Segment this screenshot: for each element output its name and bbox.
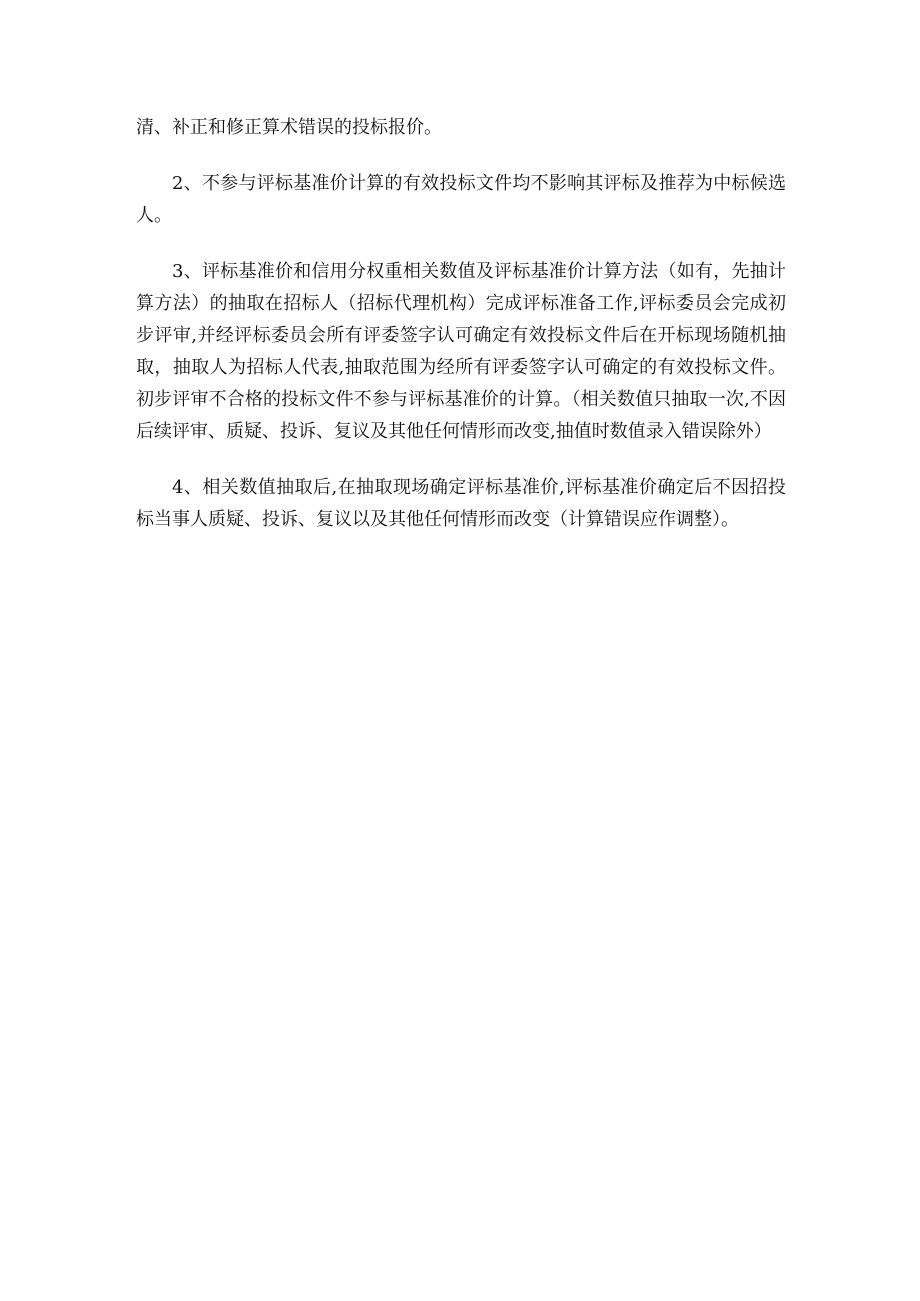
document-body xyxy=(136,112,786,560)
paragraph-item-3: 3、评标基准价和信用分权重相关数值及评标基准价计算方法（如有，先抽计算方法）的抽取在招标人（招标代理机构）完成评标准备工作,评标委员会完成初步评审,并经评标委员会所有评委签字认可确定有效投标文件后在开标现场随机抽取，抽取人为招标人代表,抽取范围为经所有评委签字认可确定的有效投标文件。初步评审不合格的投标文件不参与评标基准价的计算。（相关数值只抽取一次,不因后续评审、质疑、投诉、复议及其他任何情形而改变,抽值时数值录入错误除外） xyxy=(136,261,786,442)
paragraph-continuation: 清、补正和修正算术错误的投标报价。 xyxy=(136,117,442,138)
paragraph-item-4: 4、相关数值抽取后,在抽取现场确定评标基准价,评标基准价确定后不因招投标当事人质疑、投诉、复议以及其他任何情形而改变（计算错误应作调整）。 xyxy=(136,477,786,530)
paragraph-item-2: 2、不参与评标基准价计算的有效投标文件均不影响其评标及推荐为中标候选人。 xyxy=(136,173,786,226)
